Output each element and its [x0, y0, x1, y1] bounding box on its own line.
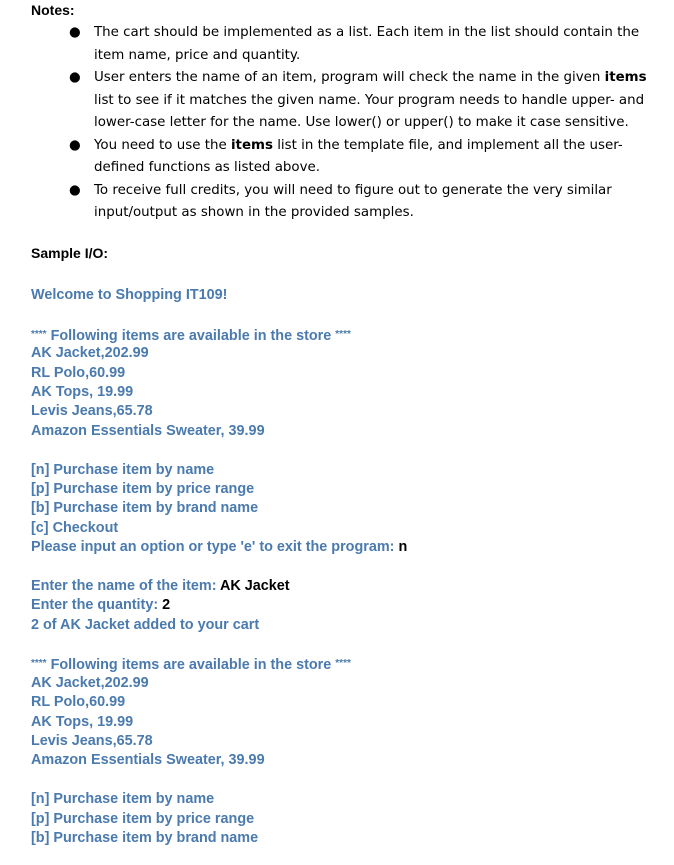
note-item [60, 180, 660, 225]
user-input-text: AK Jacket [219, 577, 290, 594]
bullet-icon: ● [69, 182, 81, 198]
output-line [31, 402, 651, 421]
blank-line [31, 635, 651, 654]
output-line [31, 325, 651, 344]
output-text: AK Jacket,202.99 [31, 345, 149, 362]
note-text: You need to use the [94, 137, 231, 153]
output-line [31, 693, 651, 712]
output-text: [n] Purchase item by name [31, 461, 215, 478]
output-text: AK Tops, 19.99 [31, 383, 134, 400]
note-text: list to see if it matches the given name. Your program needs to handle upper- and lower-case letter for the name. Use lower() or upper() to make it case sensitive. [94, 92, 645, 130]
stars-marker: **** [31, 658, 47, 670]
output-line [31, 577, 651, 596]
output-line [31, 364, 651, 383]
blank-line [31, 557, 651, 576]
output-text: [p] Purchase item by price range [31, 480, 255, 497]
note-emphasis: items [604, 70, 647, 85]
output-text: Enter the quantity: [31, 597, 163, 614]
output-line [31, 480, 651, 499]
note-item [60, 22, 660, 67]
output-line [31, 790, 651, 809]
note-text: To receive full credits, you will need to figure out to generate the very similar input/output as shown in the provided samples. [94, 182, 612, 220]
output-text: [b] Purchase item by brand name [31, 500, 259, 517]
output-text: [b] Purchase item by brand name [31, 829, 259, 846]
output-line [31, 751, 651, 770]
blank-line [31, 771, 651, 790]
note-text: The cart should be implemented as a list. Each item in the list should contain the item name, price and quantity. [94, 25, 640, 63]
note-item [60, 135, 660, 180]
bullet-icon: ● [69, 137, 81, 153]
output-text: AK Tops, 19.99 [31, 713, 134, 730]
output-text: Welcome to Shopping IT109! [31, 287, 228, 303]
output-text: Amazon Essentials Sweater, 39.99 [31, 752, 265, 769]
bullet-icon: ● [69, 25, 81, 40]
output-text: Levis Jeans,65.78 [31, 732, 153, 749]
bullet-icon: ● [69, 70, 81, 85]
stars-marker: **** [335, 328, 351, 340]
notes-heading: Notes: [31, 2, 75, 18]
output-line [31, 461, 651, 480]
output-line [31, 654, 651, 673]
stars-marker: **** [31, 328, 47, 340]
output-line [31, 538, 651, 557]
output-line [31, 616, 651, 635]
sample-io-heading: Sample I/O: [31, 245, 109, 261]
output-line [31, 732, 651, 751]
user-input-text: n [398, 539, 408, 556]
blank-line [31, 305, 651, 324]
output-line [31, 344, 651, 363]
output-text: AK Jacket,202.99 [31, 674, 149, 691]
user-input-text: 2 [162, 597, 171, 614]
output-text: [p] Purchase item by price range [31, 810, 255, 827]
output-line [31, 829, 651, 848]
output-text: RL Polo,60.99 [31, 694, 126, 711]
note-item [60, 67, 660, 135]
output-text: Levis Jeans,65.78 [31, 403, 153, 420]
output-line [31, 596, 651, 615]
output-line [31, 810, 651, 829]
note-text: User enters the name of an item, program will check the name in the given [94, 70, 605, 85]
note-text: list in the template file, and implement all the user-defined functions as listed above. [94, 137, 623, 175]
note-emphasis: items [230, 137, 273, 153]
notes-list [60, 22, 660, 225]
output-text: 2 of AK Jacket added to your cart [31, 616, 260, 633]
output-text: Following items are available in the store [46, 327, 336, 344]
output-text: [n] Purchase item by name [31, 791, 215, 808]
output-text: Following items are available in the store [46, 657, 336, 674]
output-text: Enter the name of the item: [31, 577, 220, 594]
output-line [31, 519, 651, 538]
output-text: Please input an option or type 'e' to exit the program: [31, 539, 399, 556]
output-line [31, 674, 651, 693]
sample-io-transcript [31, 286, 651, 848]
output-line [31, 383, 651, 402]
output-line [31, 713, 651, 732]
output-line [31, 499, 651, 518]
output-line [31, 422, 651, 441]
output-text: [c] Checkout [31, 519, 119, 536]
output-text: Amazon Essentials Sweater, 39.99 [31, 422, 265, 439]
output-line [31, 286, 651, 305]
output-text: RL Polo,60.99 [31, 364, 126, 381]
stars-marker: **** [335, 658, 351, 670]
blank-line [31, 441, 651, 460]
